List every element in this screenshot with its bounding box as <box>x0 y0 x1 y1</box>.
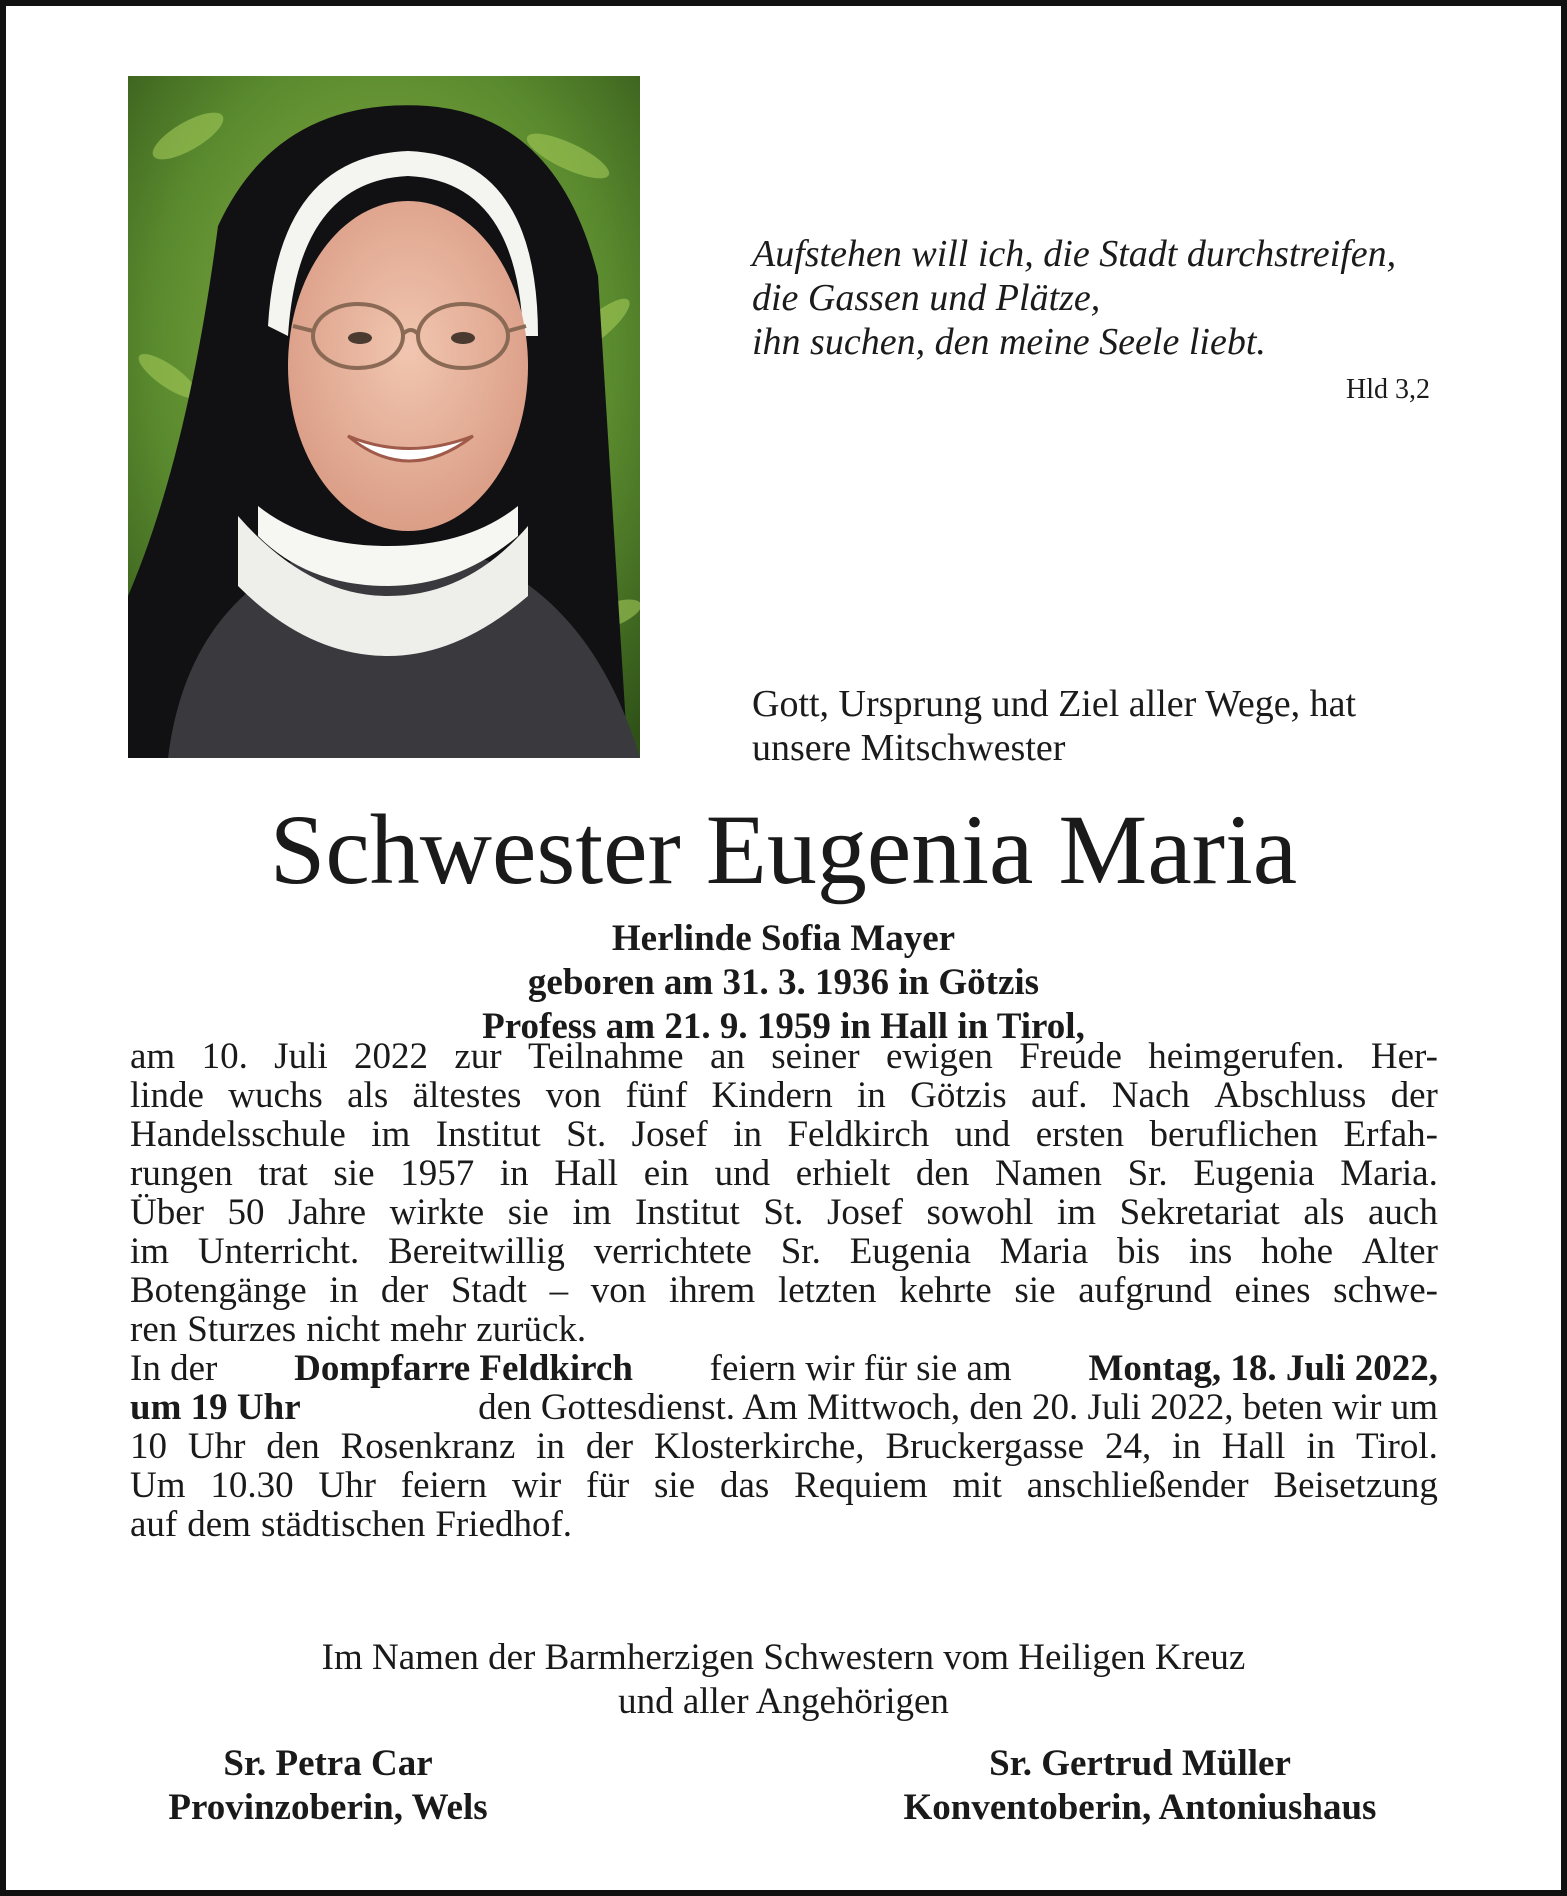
body-word: Sekretariat <box>1119 1192 1280 1233</box>
body-word: 10. <box>201 1036 248 1077</box>
service-line <box>130 1349 1438 1388</box>
body-word: Tirol. <box>1355 1426 1438 1467</box>
body-word: fünf <box>625 1075 688 1116</box>
body-word: als <box>347 1075 389 1116</box>
body-word: Rosenkranz <box>340 1426 516 1467</box>
body-word: St. <box>566 1114 607 1155</box>
body-word: Friedhof. <box>435 1504 573 1545</box>
body-word: in <box>857 1075 886 1116</box>
service-text: den Gottesdienst. Am Mittwoch, den 20. Juli 2022, beten wir um <box>478 1387 1438 1428</box>
intro-line: Gott, Ursprung und Ziel aller Wege, hat <box>752 683 1357 725</box>
body-word: aufgrund <box>1078 1270 1212 1311</box>
birth-info: geboren am 31. 3. 1936 in Götzis <box>527 962 1040 1003</box>
body-word: ihrem <box>668 1270 756 1311</box>
body-word: hohe <box>1261 1231 1334 1272</box>
body-word: den <box>915 1153 970 1194</box>
body-word: sie <box>654 1465 696 1506</box>
body-line <box>130 1193 1438 1232</box>
signer-role: Konventoberin, Antoniushaus <box>903 1787 1377 1828</box>
signer-role: Provinzoberin, Wels <box>168 1787 488 1828</box>
service-line <box>130 1427 1438 1466</box>
service-time: um 19 Uhr <box>130 1387 301 1428</box>
body-word: Sturzes <box>187 1309 297 1350</box>
body-word: Maria <box>999 1231 1089 1272</box>
portrait-illustration <box>128 76 640 758</box>
body-word: – <box>549 1270 569 1311</box>
body-word: in <box>733 1114 762 1155</box>
body-word: sowohl <box>926 1192 1034 1233</box>
body-word: von <box>590 1270 647 1311</box>
body-word: sie <box>507 1192 549 1233</box>
body-word: 10 <box>130 1426 167 1467</box>
body-word: mehr <box>390 1309 467 1350</box>
body-word: Feldkirch <box>787 1114 930 1155</box>
body-word: auch <box>1367 1192 1438 1233</box>
body-word: für <box>586 1465 630 1506</box>
body-word: Hall <box>1221 1426 1286 1467</box>
body-word: ewigen <box>885 1036 993 1077</box>
church-name: Dompfarre Feldkirch <box>294 1348 633 1389</box>
body-word: Teilnahme <box>527 1036 684 1077</box>
body-word: wirkte <box>389 1192 485 1233</box>
quote-line: die Gassen und Plätze, <box>752 277 1101 319</box>
closing-line: Im Namen der Barmherzigen Schwestern vom Heiligen Kreuz <box>321 1637 1246 1678</box>
body-word: Josef <box>631 1114 708 1155</box>
body-word: Maria. <box>1340 1153 1438 1194</box>
service-line <box>130 1388 1438 1427</box>
signer-name: Sr. Petra Car <box>223 1743 433 1784</box>
obituary-body <box>130 1037 1438 1544</box>
body-word: Eugenia <box>849 1231 971 1272</box>
body-word: erhielt <box>795 1153 891 1194</box>
body-word: der <box>380 1270 429 1311</box>
body-word: zur <box>454 1036 502 1077</box>
body-word: Juli <box>274 1036 328 1077</box>
body-word: Her- <box>1370 1036 1438 1077</box>
body-word: Sr. <box>1127 1153 1168 1194</box>
signer-name: Sr. Gertrud Müller <box>989 1743 1291 1784</box>
body-word: Alter <box>1361 1231 1438 1272</box>
body-word: heimgerufen. <box>1148 1036 1345 1077</box>
body-word: 2022 <box>354 1036 428 1077</box>
body-word: wuchs <box>228 1075 323 1116</box>
body-word: St. <box>763 1192 804 1233</box>
body-word: Institut <box>634 1192 740 1233</box>
body-word: von <box>545 1075 602 1116</box>
service-line <box>130 1466 1438 1505</box>
body-word: Bereitwillig <box>388 1231 565 1272</box>
quote-line: ihn suchen, den meine Seele liebt. <box>752 321 1266 363</box>
body-word: trat <box>258 1153 308 1194</box>
body-word: an <box>709 1036 745 1077</box>
body-word: seiner <box>771 1036 860 1077</box>
body-word: Eugenia <box>1193 1153 1315 1194</box>
body-word: und <box>954 1114 1011 1155</box>
body-word: Freude <box>1019 1036 1122 1077</box>
body-word: Hall <box>554 1153 619 1194</box>
body-word: in <box>499 1153 529 1194</box>
body-word: wir <box>511 1465 562 1506</box>
body-word: in <box>536 1426 565 1467</box>
body-word: ersten <box>1035 1114 1125 1155</box>
body-line <box>130 1115 1438 1154</box>
body-word: als <box>1303 1192 1345 1233</box>
body-word: Nach <box>1111 1075 1190 1116</box>
bible-quote <box>752 232 1472 364</box>
body-line <box>130 1310 1438 1349</box>
body-word: in <box>1172 1426 1201 1467</box>
service-text: feiern wir für sie am <box>709 1348 1012 1389</box>
intro-text <box>752 682 1472 770</box>
body-word: verrichtete <box>593 1231 752 1272</box>
body-word: und <box>714 1153 771 1194</box>
body-word: mit <box>952 1465 1002 1506</box>
body-word: zurück. <box>476 1309 587 1350</box>
body-word: 1957 <box>400 1153 475 1194</box>
body-word: ein <box>643 1153 689 1194</box>
body-word: 50 <box>227 1192 265 1233</box>
signature-left <box>128 1742 528 1830</box>
portrait-photo-icon <box>128 76 640 758</box>
body-word: den <box>266 1426 320 1467</box>
body-word: städtischen <box>260 1504 426 1545</box>
service-line <box>130 1505 1438 1544</box>
body-word: auf <box>130 1504 178 1545</box>
body-word: Erfah- <box>1343 1114 1438 1155</box>
body-word: Uhr <box>187 1426 246 1467</box>
service-text: In der <box>130 1348 218 1389</box>
body-word: Klosterkirche, <box>653 1426 865 1467</box>
body-word: am <box>130 1036 176 1077</box>
body-word: anschließender <box>1026 1465 1249 1506</box>
body-word: Über <box>130 1192 204 1233</box>
body-word: dem <box>187 1504 251 1545</box>
quote-line: Aufstehen will ich, die Stadt durchstreifen, <box>752 233 1397 275</box>
body-word: ren <box>130 1309 178 1350</box>
body-word: auf. <box>1031 1075 1088 1116</box>
body-word: in <box>329 1270 359 1311</box>
body-word: ins <box>1189 1231 1233 1272</box>
body-word: Abschluss <box>1214 1075 1367 1116</box>
body-word: rungen <box>130 1153 233 1194</box>
body-word: eines <box>1234 1270 1311 1311</box>
body-word: in <box>1306 1426 1336 1467</box>
intro-line: unsere Mitschwester <box>752 727 1066 769</box>
body-word: Unterricht. <box>197 1231 360 1272</box>
body-word: Kindern <box>711 1075 833 1116</box>
body-word: Sr. <box>780 1231 821 1272</box>
body-line <box>130 1154 1438 1193</box>
body-line <box>130 1271 1438 1310</box>
body-word: der <box>585 1426 634 1467</box>
body-word: 10.30 <box>210 1465 294 1506</box>
body-word: feiern <box>400 1465 488 1506</box>
body-word: Bruckergasse <box>885 1426 1085 1467</box>
body-word: im <box>1056 1192 1097 1233</box>
body-word: Institut <box>435 1114 541 1155</box>
body-word: Beisetzung <box>1273 1465 1438 1506</box>
body-word: linde <box>130 1075 204 1116</box>
body-word: Requiem <box>794 1465 928 1506</box>
body-word: kehrte <box>899 1270 992 1311</box>
profession-info: Profess am 21. 9. 1959 in Hall in Tirol, <box>482 1006 1085 1047</box>
body-word: ältestes <box>412 1075 522 1116</box>
body-word: bis <box>1117 1231 1161 1272</box>
body-word: Stadt <box>450 1270 527 1311</box>
body-word: Götzis <box>910 1075 1007 1116</box>
body-word: Josef <box>826 1192 903 1233</box>
body-word: Uhr <box>318 1465 376 1506</box>
signature-right <box>840 1742 1440 1830</box>
quote-reference: Hld 3,2 <box>1346 374 1430 405</box>
body-word: Namen <box>995 1153 1102 1194</box>
body-word: Jahre <box>288 1192 367 1233</box>
service-date: Montag, 18. Juli 2022, <box>1088 1348 1438 1389</box>
body-line <box>130 1232 1438 1271</box>
body-word: schwe- <box>1333 1270 1438 1311</box>
body-word: sie <box>333 1153 375 1194</box>
closing-text <box>0 1636 1567 1724</box>
body-word: im <box>130 1231 170 1272</box>
body-word: im <box>371 1114 411 1155</box>
body-word: der <box>1390 1075 1438 1116</box>
body-word: Handelsschule <box>130 1114 346 1155</box>
civil-name: Herlinde Sofia Mayer <box>611 918 956 959</box>
closing-line: und aller Angehörigen <box>618 1681 949 1722</box>
body-word: letzten <box>777 1270 877 1311</box>
body-word: im <box>572 1192 612 1233</box>
body-word: beruflichen <box>1149 1114 1318 1155</box>
body-word: das <box>719 1465 770 1506</box>
body-word: Um <box>130 1465 186 1506</box>
personal-details <box>0 917 1567 1049</box>
body-word: Botengänge <box>130 1270 307 1311</box>
body-line <box>130 1037 1438 1076</box>
body-word: 24, <box>1104 1426 1152 1467</box>
body-word: nicht <box>306 1309 381 1350</box>
deceased-name: Schwester Eugenia Maria <box>269 794 1298 905</box>
body-word: sie <box>1014 1270 1056 1311</box>
body-line <box>130 1076 1438 1115</box>
